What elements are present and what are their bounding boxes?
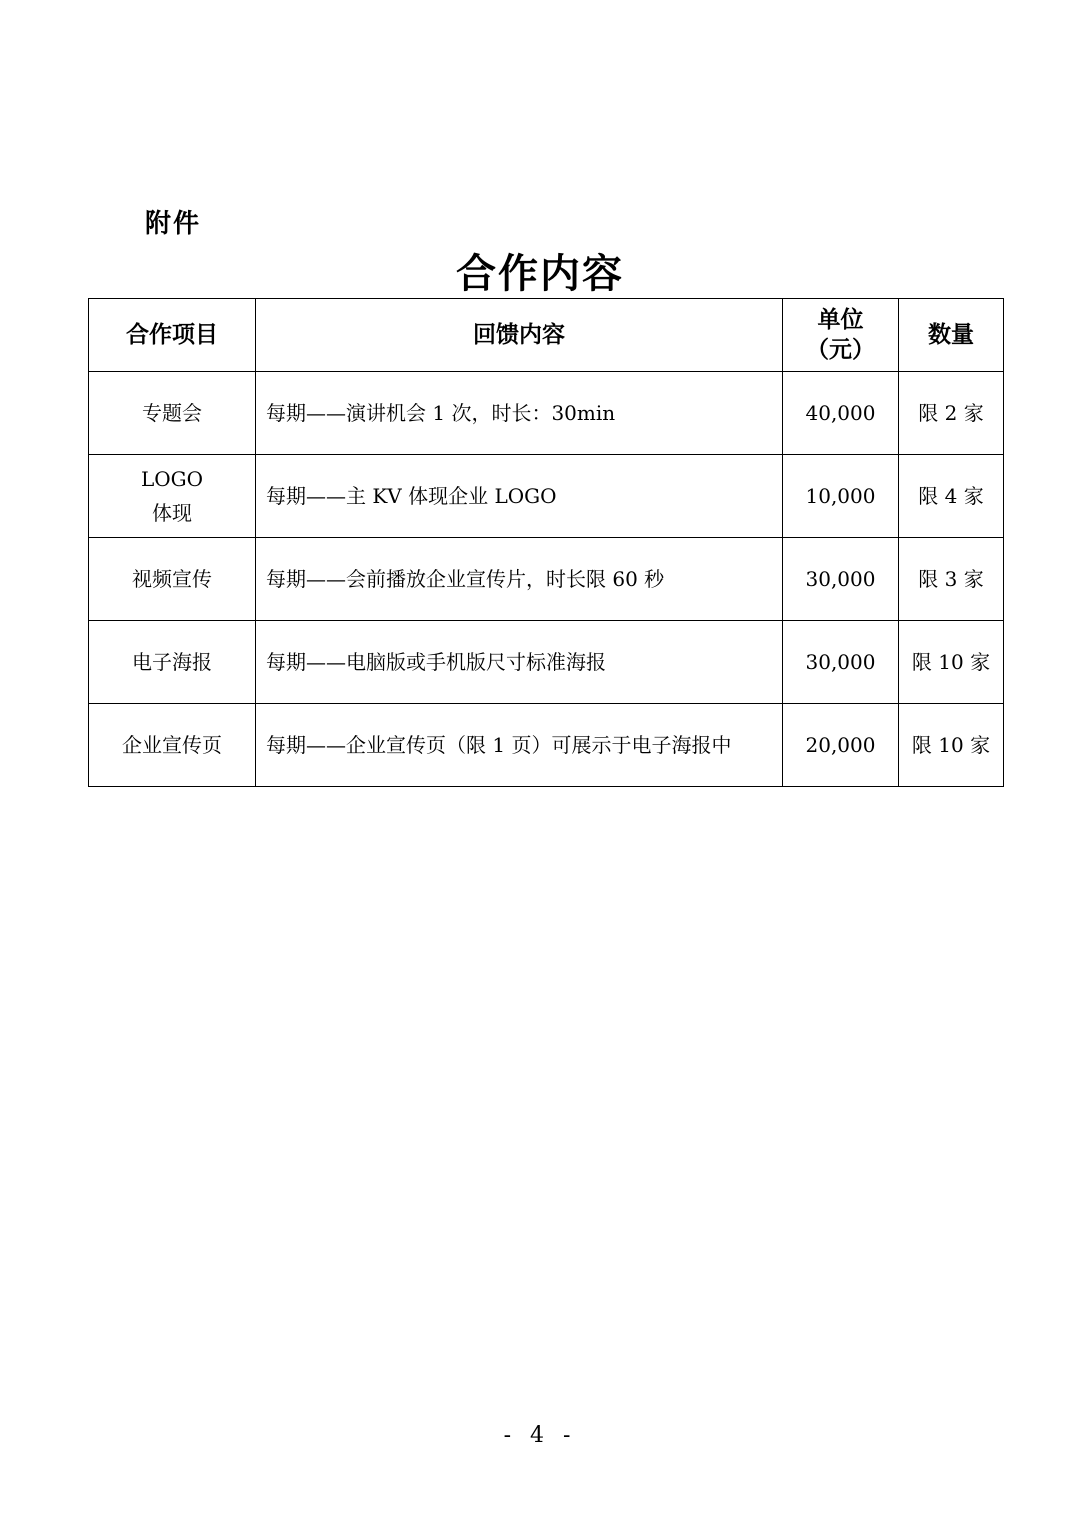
cooperation-item-cell (89, 538, 256, 621)
quantity-cell: 限 3 家 (899, 538, 1004, 621)
cooperation-table (88, 298, 1004, 787)
document-title: 合作内容 (456, 251, 624, 297)
cooperation-item-text: 视频宣传 (132, 567, 212, 591)
header-unit-currency: （元） (806, 337, 875, 363)
unit-price-cell: 10,000 (783, 455, 899, 538)
table-row (89, 621, 1004, 704)
unit-price-cell: 30,000 (783, 621, 899, 704)
quantity-cell: 限 10 家 (899, 621, 1004, 704)
cooperation-item-cell (89, 455, 256, 538)
cooperation-item-text: 体现 (152, 501, 192, 525)
page-number: - 4 - (503, 1423, 577, 1448)
cooperation-item-cell (89, 621, 256, 704)
cooperation-item-text: LOGO (140, 467, 204, 491)
header-feedback-content: 回馈内容 (256, 299, 783, 372)
unit-price-cell: 20,000 (783, 704, 899, 787)
attachment-label: 附件 (145, 209, 202, 239)
table-row (89, 455, 1004, 538)
cooperation-item-cell (89, 704, 256, 787)
header-quantity: 数量 (899, 299, 1004, 372)
table-row (89, 704, 1004, 787)
feedback-content-cell: 每期——电脑版或手机版尺寸标准海报 (256, 621, 783, 704)
feedback-content-cell: 每期——演讲机会 1 次，时长：30min (256, 372, 783, 455)
table-header-row (89, 299, 1004, 372)
table-row (89, 538, 1004, 621)
quantity-cell: 限 4 家 (899, 455, 1004, 538)
unit-price-cell: 30,000 (783, 538, 899, 621)
header-unit-price (783, 299, 899, 372)
unit-price-cell: 40,000 (783, 372, 899, 455)
quantity-cell: 限 10 家 (899, 704, 1004, 787)
cooperation-item-cell (89, 372, 256, 455)
cooperation-item-text: 企业宣传页 (122, 733, 222, 757)
header-cooperation-item: 合作项目 (89, 299, 256, 372)
header-unit-label: 单位 (817, 307, 864, 333)
cooperation-item-text: 电子海报 (132, 650, 212, 674)
feedback-content-cell: 每期——会前播放企业宣传片，时长限 60 秒 (256, 538, 783, 621)
cooperation-item-text: 专题会 (142, 401, 202, 425)
table-row (89, 372, 1004, 455)
quantity-cell: 限 2 家 (899, 372, 1004, 455)
feedback-content-cell: 每期——企业宣传页（限 1 页）可展示于电子海报中 (256, 704, 783, 787)
feedback-content-cell: 每期——主 KV 体现企业 LOGO (256, 455, 783, 538)
